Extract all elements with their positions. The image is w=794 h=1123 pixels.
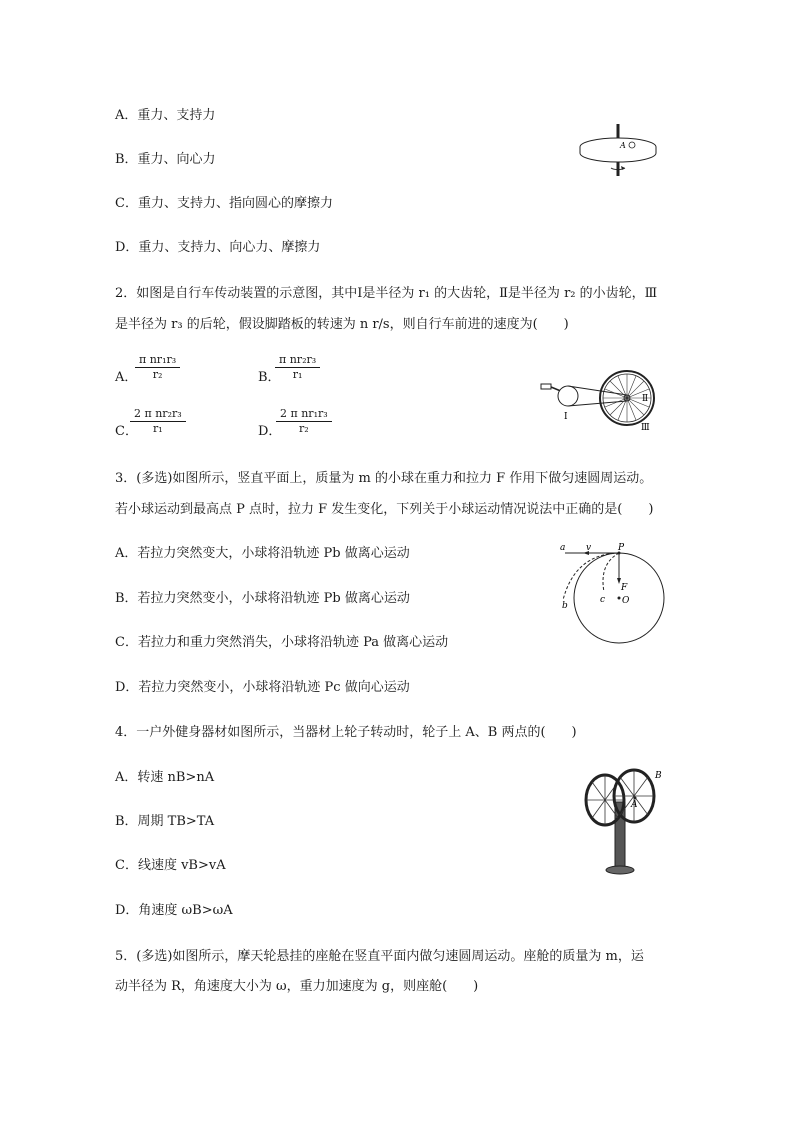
label-gear-one: Ⅰ [564, 412, 568, 422]
q2-stem-line1: 2．如图是自行车传动装置的示意图，其中Ⅰ是半径为 r₁ 的大齿轮，Ⅱ是半径为 r₂ 的小齿轮，Ⅲ [115, 286, 658, 301]
q5-stem-line1: 5．(多选)如图所示，摩天轮悬挂的座舱在竖直平面内做匀速圆周运动。座舱的质量为 m，运 [115, 949, 644, 964]
q2-option-a-label: A． [115, 370, 138, 385]
label-b: b [562, 601, 568, 611]
label-point-a: A [631, 800, 638, 810]
fitness-wheels-figure [578, 760, 664, 878]
fraction-denominator: r₂ [298, 422, 309, 435]
label-gear-two: Ⅱ [642, 394, 649, 404]
q4-option-d: D．角速度 ωB>ωA [115, 903, 233, 918]
q2-option-d-label: D． [258, 424, 282, 439]
q2-option-b-fraction [275, 353, 320, 382]
bicycle-drive-figure [538, 368, 660, 432]
q4-stem: 4．一户外健身器材如图所示，当器材上轮子转动时，轮子上 A、B 两点的( ) [115, 725, 577, 740]
q2-option-a-fraction [135, 353, 180, 382]
label-f: F [621, 583, 628, 593]
turntable-figure [575, 120, 661, 182]
label-c: c [600, 595, 606, 605]
q1-option-c: C．重力、支持力、指向圆心的摩擦力 [115, 196, 333, 211]
q1-option-a: A．重力、支持力 [115, 108, 216, 123]
label-v: v [586, 543, 592, 553]
label-o: O [622, 596, 630, 606]
q4-option-a: A．转速 nB>nA [115, 770, 215, 785]
right-wheel-icon [614, 770, 654, 822]
q4-option-c: C．线速度 vB>vA [115, 858, 226, 873]
q4-option-b: B．周期 TB>TA [115, 814, 215, 829]
fraction-numerator: 2 π nr₂r₃ [130, 407, 186, 422]
fraction-denominator: r₁ [292, 368, 303, 381]
fraction-denominator: r₂ [152, 368, 163, 381]
q5-stem-line2: 动半径为 R，角速度大小为 ω，重力加速度为 g，则座舱( ) [115, 979, 479, 994]
label-wheel-three: Ⅲ [641, 423, 650, 432]
q3-option-b: B．若拉力突然变小，小球将沿轨迹 Pb 做离心运动 [115, 591, 410, 606]
label-a: a [560, 543, 566, 553]
figure-label-a: A [620, 141, 626, 150]
q1-option-d: D．重力、支持力、向心力、摩擦力 [115, 240, 321, 255]
fraction-numerator: π nr₂r₃ [275, 353, 320, 368]
fraction-numerator: π nr₁r₃ [135, 353, 180, 368]
q2-stem-line2: 是半径为 r₃ 的后轮，假设脚踏板的转速为 n r/s，则自行车前进的速度为( ) [115, 317, 569, 332]
q3-option-d: D．若拉力突然变小，小球将沿轨迹 Pc 做向心运动 [115, 680, 410, 695]
q3-stem-line2: 若小球运动到最高点 P 点时，拉力 F 发生变化，下列关于小球运动情况说法中正确的是( ) [115, 502, 654, 517]
vertical-circle-figure [555, 540, 667, 646]
q1-option-b: B．重力、向心力 [115, 152, 216, 167]
label-point-b: B [655, 771, 662, 781]
q2-option-c-fraction [130, 407, 186, 436]
q2-option-c-label: C． [115, 424, 138, 439]
label-p: P [618, 543, 625, 553]
q3-option-a: A．若拉力突然变大，小球将沿轨迹 Pb 做离心运动 [115, 546, 410, 561]
q2-option-d-fraction [276, 407, 332, 436]
q3-option-c: C．若拉力和重力突然消失，小球将沿轨迹 Pa 做离心运动 [115, 635, 449, 650]
fraction-numerator: 2 π nr₁r₃ [276, 407, 332, 422]
fraction-denominator: r₁ [152, 422, 163, 435]
q2-option-b-label: B． [258, 370, 281, 385]
q3-stem-line1: 3．(多选)如图所示，竖直平面上，质量为 m 的小球在重力和拉力 F 作用下做匀速圆周运动。 [115, 471, 653, 486]
